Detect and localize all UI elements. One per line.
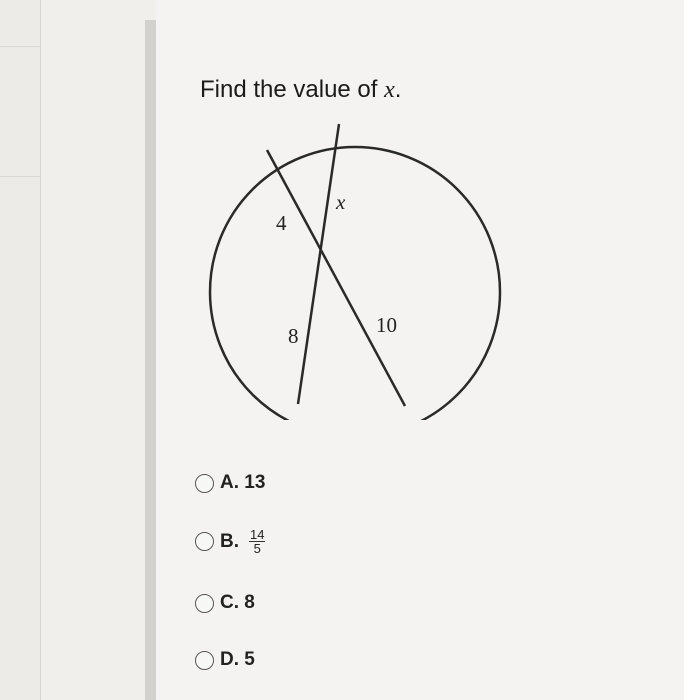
option-a-letter: A.	[220, 472, 239, 493]
panel-rule	[0, 176, 40, 177]
option-d-letter: D.	[220, 649, 239, 670]
label-4: 4	[276, 211, 287, 235]
question-prefix: Find the value of	[200, 76, 385, 103]
question-text	[200, 76, 401, 104]
label-10: 10	[376, 313, 397, 337]
question-suffix: .	[394, 76, 402, 103]
option-c-letter: C.	[220, 592, 239, 613]
panel-divider	[145, 20, 156, 700]
chord-1	[267, 150, 405, 406]
fraction-denominator: 5	[253, 541, 261, 556]
option-d-value: 5	[244, 649, 255, 670]
left-panel-strip	[0, 0, 41, 700]
chord-2	[298, 124, 339, 404]
radio-button-c[interactable]	[195, 594, 214, 613]
option-a-value: 13	[244, 472, 266, 493]
label-x: x	[336, 190, 346, 214]
circle-chords-diagram	[190, 110, 510, 420]
label-8: 8	[288, 324, 299, 348]
circle	[210, 147, 500, 420]
option-a[interactable]	[195, 472, 265, 494]
radio-button-b[interactable]	[195, 532, 214, 551]
option-b-fraction	[249, 528, 265, 555]
radio-button-d[interactable]	[195, 651, 214, 670]
panel-rule	[0, 46, 40, 47]
option-c-value: 8	[244, 592, 255, 613]
option-c[interactable]	[195, 592, 255, 614]
option-b[interactable]	[195, 528, 265, 555]
option-d[interactable]	[195, 649, 255, 671]
option-b-letter: B.	[220, 530, 239, 552]
question-variable: x	[384, 77, 395, 103]
radio-button-a[interactable]	[195, 474, 214, 493]
fraction-numerator: 14	[250, 527, 265, 542]
